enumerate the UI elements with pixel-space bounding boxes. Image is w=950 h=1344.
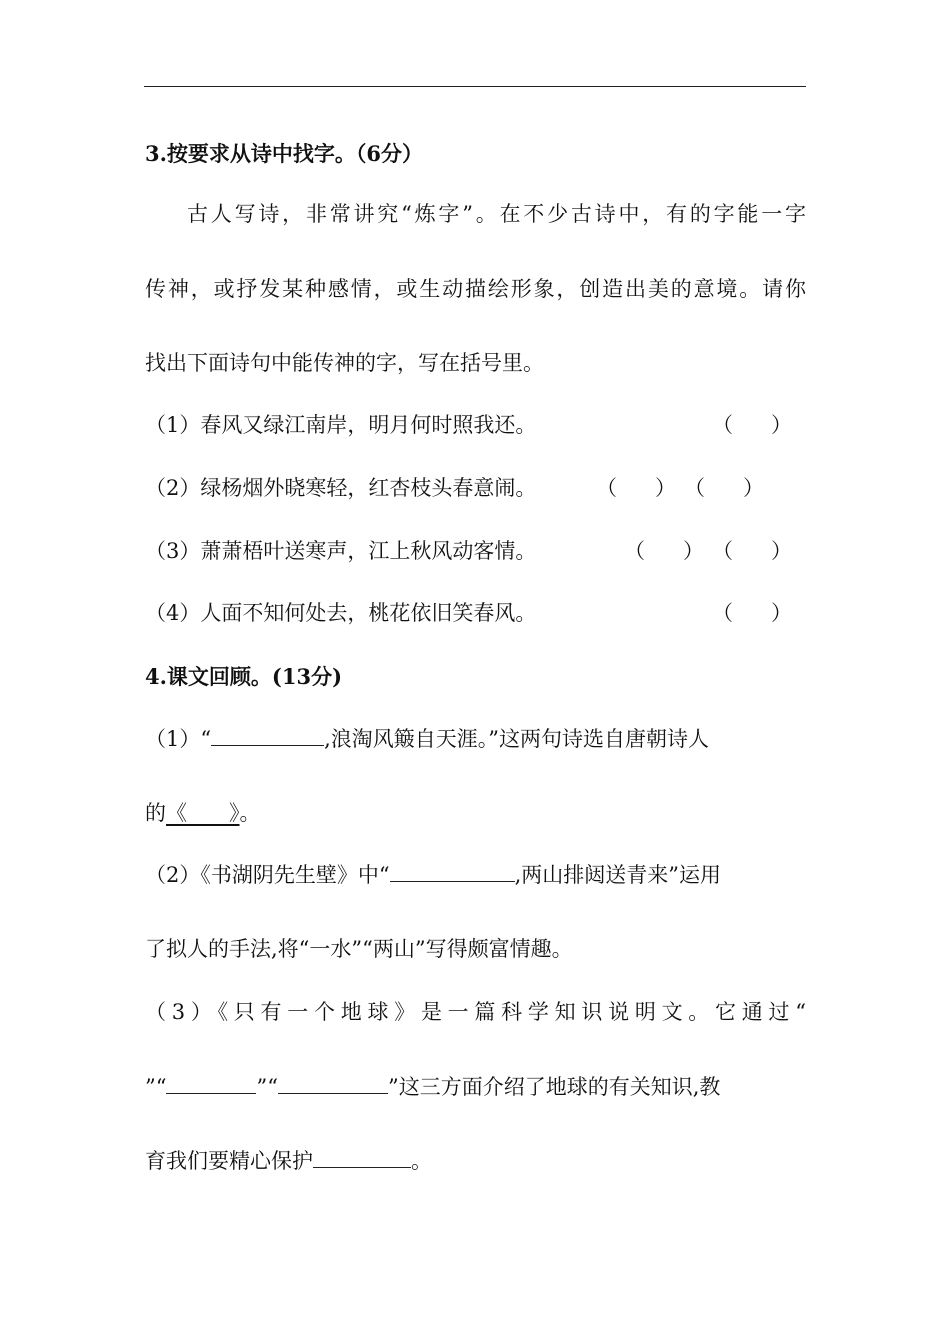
q4-item-2-line2: 了拟人的手法,将“一水”“两山”写得颇富情趣。 <box>145 937 573 961</box>
q4-item-3-suffix: ”这三方面介绍了地球的有关知识,教 <box>387 1075 721 1099</box>
q4-item-3-line3 <box>145 1147 432 1175</box>
q4-item-1-prefix: （1）“ <box>145 727 212 751</box>
fill-blank[interactable] <box>390 861 515 882</box>
q4-item-1-line2-suffix: 。 <box>239 801 261 825</box>
q4-item-3-line3-prefix: 育我们要精心保护 <box>145 1149 313 1173</box>
q4-item-3-quote-a: ”“ <box>145 1075 167 1099</box>
fill-blank[interactable] <box>166 1073 256 1094</box>
q3-item-3: （3）萧萧梧叶送寒声，江上秋风动客情。 <box>145 539 537 563</box>
q4-heading: 4.课文回顾。(13分) <box>145 664 343 689</box>
q4-item-1-line2-prefix: 的 <box>145 801 166 825</box>
q4-item-2-suffix: ,两山排闼送青来”运用 <box>514 863 722 887</box>
q3-heading: 3.按要求从诗中找字。（6分） <box>145 141 424 166</box>
answer-paren[interactable]: （ ） <box>684 476 764 500</box>
q4-item-1-line2 <box>145 799 261 827</box>
fill-blank[interactable] <box>211 725 324 746</box>
title-blank[interactable]: 《 》 <box>166 801 240 825</box>
answer-paren[interactable]: （ ） <box>712 539 792 563</box>
q3-intro-line2: 传神，或抒发某种感情，或生动描绘形象，创造出美的意境。请你 <box>145 277 806 301</box>
fill-blank[interactable] <box>313 1147 411 1168</box>
q3-item-2: （2）绿杨烟外晓寒轻，红杏枝头春意闹。 <box>145 476 537 500</box>
q4-item-2-prefix: （2）《书湖阴先生壁》中“ <box>145 863 390 887</box>
q4-item-1-line1 <box>145 725 709 753</box>
answer-paren[interactable]: （ ） <box>712 601 792 625</box>
q4-item-3-line1: （3）《只有一个地球》是一篇科学知识说明文。它通过“ <box>145 1000 806 1024</box>
q3-intro-line1: 古人写诗，非常讲究“炼字”。在不少古诗中，有的字能一字 <box>187 202 806 226</box>
q3-item-4: （4）人面不知何处去，桃花依旧笑春风。 <box>145 601 537 625</box>
answer-paren[interactable]: （ ） <box>596 476 676 500</box>
q4-item-3-line2 <box>145 1073 720 1101</box>
q4-item-3-line3-suffix: 。 <box>411 1149 432 1173</box>
q4-item-1-suffix: ,浪淘风簸自天涯。”这两句诗选自唐朝诗人 <box>324 727 710 751</box>
q3-item-1: （1）春风又绿江南岸，明月何时照我还。 <box>145 413 537 437</box>
answer-paren[interactable]: （ ） <box>712 413 792 437</box>
q4-item-3-quote-b: ”“ <box>256 1075 278 1099</box>
q4-item-2-line1 <box>145 861 721 889</box>
answer-paren[interactable]: （ ） <box>624 539 704 563</box>
q3-intro-line3: 找出下面诗句中能传神的字，写在括号里。 <box>145 351 544 375</box>
fill-blank[interactable] <box>278 1073 388 1094</box>
top-rule <box>144 86 806 87</box>
